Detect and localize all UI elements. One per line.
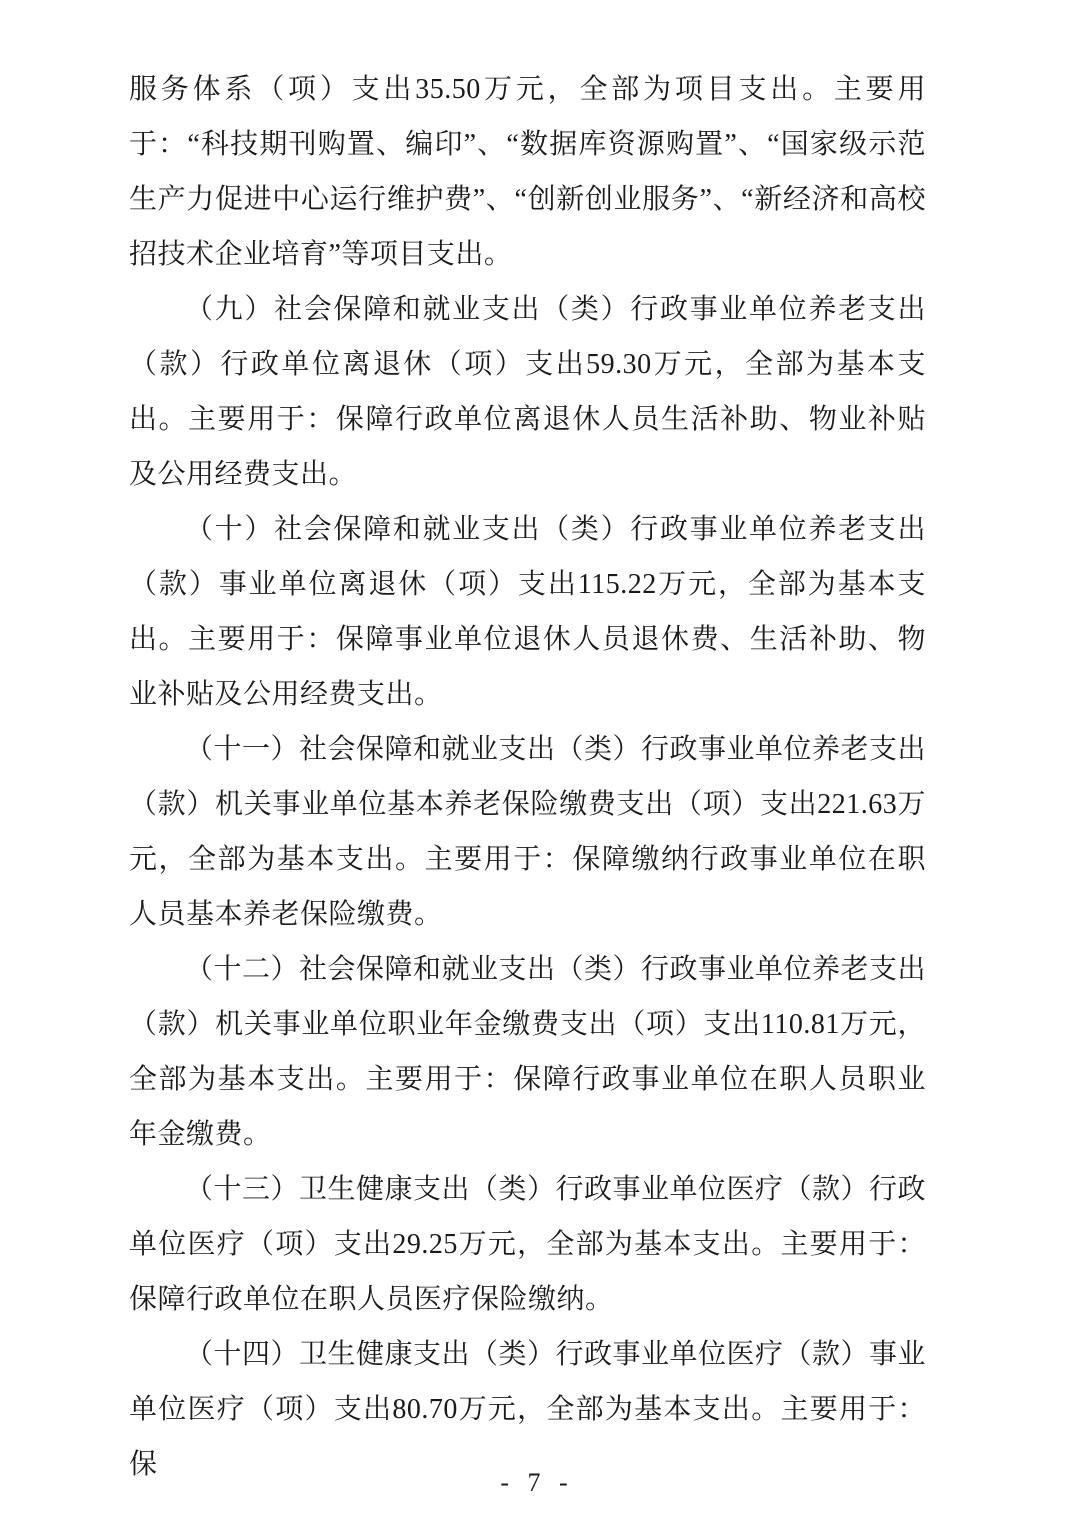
page-number: - 7 -: [500, 1468, 574, 1497]
paragraph-item-11: （十一）社会保障和就业支出（类）行政事业单位养老支出（款）机关事业单位基本养老保险缴费支出（项）支出221.63万元，全部为基本支出。主要用于：保障缴纳行政事业单位在职人员基本养老保险缴费。: [129, 734, 927, 930]
page-footer: [0, 1468, 1074, 1498]
paragraph-item-9: （九）社会保障和就业支出（类）行政事业单位养老支出（款）行政单位离退休（项）支出59.30万元，全部为基本支出。主要用于：保障行政单位离退休人员生活补助、物业补贴及公用经费支出。: [129, 294, 926, 490]
paragraph-item-12: （十二）社会保障和就业支出（类）行政事业单位养老支出（款）机关事业单位职业年金缴费支出（项）支出110.81万元，全部为基本支出。主要用于：保障行政事业单位在职人员职业年金缴费。: [129, 954, 927, 1150]
paragraph-item-10: （十）社会保障和就业支出（类）行政事业单位养老支出（款）事业单位离退休（项）支出115.22万元，全部为基本支出。主要用于：保障事业单位退休人员退休费、生活补助、物业补贴及公用经费支出。: [129, 514, 926, 710]
paragraph-item-13: （十三）卫生健康支出（类）行政事业单位医疗（款）行政单位医疗（项）支出29.25万元，全部为基本支出。主要用于：保障行政单位在职人员医疗保险缴纳。: [129, 1174, 927, 1315]
document-body: [129, 62, 926, 1492]
paragraph-carryover: 服务体系（项）支出35.50万元，全部为项目支出。主要用于：“科技期刊购置、编印”、“数据库资源购置”、“国家级示范生产力促进中心运行维护费”、“创新创业服务”、“新经济和高校招技术企业培育”等项目支出。: [129, 74, 926, 270]
paragraph-item-14: （十四）卫生健康支出（类）行政事业单位医疗（款）事业单位医疗（项）支出80.70万元，全部为基本支出。主要用于：保: [129, 1339, 927, 1480]
